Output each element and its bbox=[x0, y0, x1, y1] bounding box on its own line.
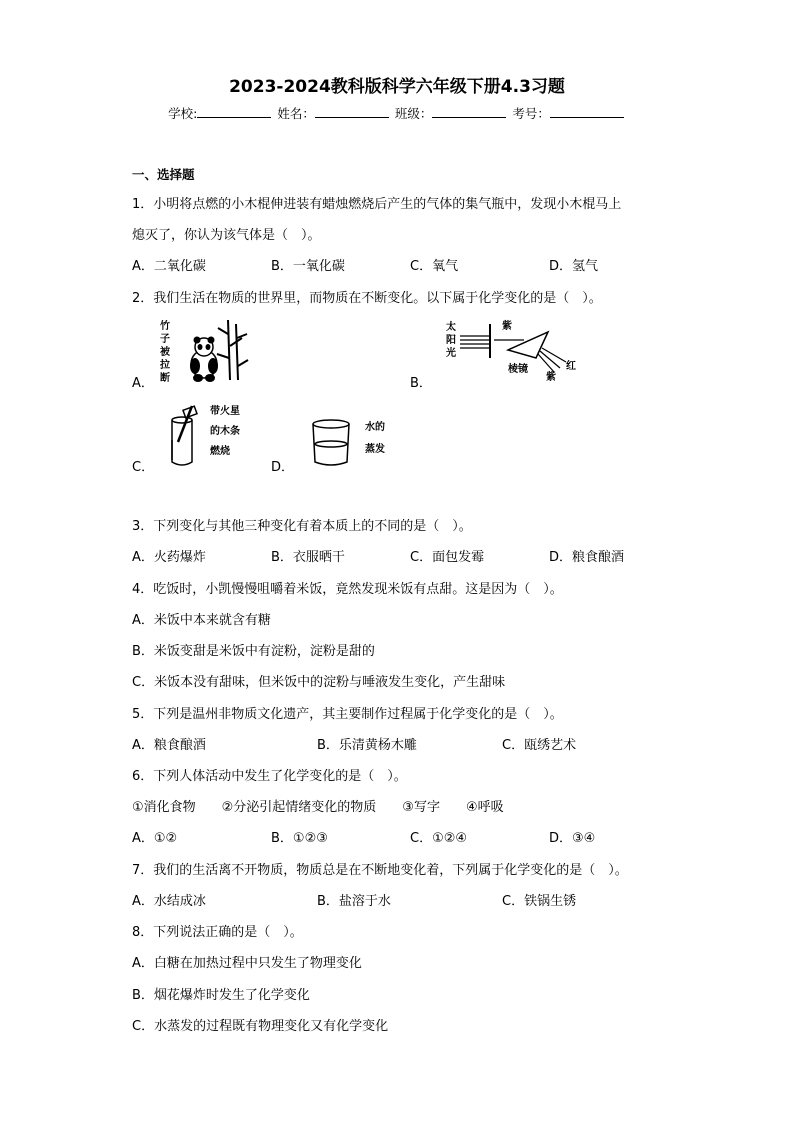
img-a-char3: 被 bbox=[160, 347, 170, 358]
q8-stem: 8．下列说法正确的是（ ）。 bbox=[132, 925, 303, 940]
q7-option-a[interactable]: A．水结成冰 bbox=[132, 894, 206, 909]
img-d-line1: 水的 bbox=[365, 422, 385, 433]
img-b-purple: 紫 bbox=[546, 372, 556, 382]
img-b-red: 红 bbox=[566, 361, 576, 372]
splint-burning-image bbox=[158, 400, 250, 470]
bottle-icon bbox=[172, 417, 192, 465]
q6-option-a[interactable]: A．①② bbox=[132, 831, 178, 846]
school-blank[interactable] bbox=[197, 105, 271, 118]
class-label: 班级： bbox=[394, 106, 433, 121]
bamboo-panda-image bbox=[158, 316, 250, 384]
q3-stem: 3．下列变化与其他三种变化有着本质上的不同的是（ ）。 bbox=[132, 519, 472, 534]
name-blank[interactable] bbox=[315, 105, 389, 118]
img-d-line2: 蒸发 bbox=[365, 444, 385, 455]
prism-dispersion-image bbox=[444, 318, 580, 382]
q2-option-d[interactable]: D． bbox=[271, 460, 295, 475]
q2-option-b[interactable]: B． bbox=[410, 376, 432, 391]
img-a-char2: 子 bbox=[160, 334, 170, 345]
img-a-char1: 竹 bbox=[160, 321, 170, 332]
number-blank[interactable] bbox=[550, 105, 624, 118]
img-b-char3: 光 bbox=[446, 348, 456, 359]
q1-option-d[interactable]: D．氢气 bbox=[549, 259, 599, 274]
q3-option-d[interactable]: D．粮食酿酒 bbox=[549, 550, 625, 565]
bamboo-icon bbox=[217, 320, 248, 380]
prism-icon bbox=[508, 332, 548, 358]
school-label: 学校: bbox=[168, 106, 198, 121]
q5-option-c[interactable]: C．瓯绣艺术 bbox=[502, 738, 577, 753]
img-c-line3: 燃烧 bbox=[210, 446, 230, 457]
q7-option-c[interactable]: C．铁锅生锈 bbox=[502, 894, 577, 909]
splint-icon bbox=[178, 406, 197, 442]
q3-option-b[interactable]: B．衣服晒干 bbox=[271, 550, 345, 565]
q1-option-a[interactable]: A．二氧化碳 bbox=[132, 259, 206, 274]
number-label: 考号： bbox=[512, 106, 550, 121]
student-info bbox=[0, 104, 794, 122]
q8-option-b[interactable]: B．烟花爆炸时发生了化学变化 bbox=[132, 988, 310, 1003]
light-rays-icon bbox=[460, 324, 524, 358]
q5-option-b[interactable]: B．乐清黄杨木雕 bbox=[317, 738, 417, 753]
img-b-prism: 棱镜 bbox=[508, 364, 528, 375]
q2-stem: 2．我们生活在物质的世界里，而物质在不断变化。以下属于化学变化的是（ ）。 bbox=[132, 291, 602, 306]
q5-option-a[interactable]: A．粮食酿酒 bbox=[132, 738, 206, 753]
q8-option-a[interactable]: A．白糖在加热过程中只发生了物理变化 bbox=[132, 956, 362, 971]
beaker-icon bbox=[313, 420, 349, 465]
q6-stem: 6．下列人体活动中发生了化学变化的是（ ）。 bbox=[132, 769, 407, 784]
q6-items: ①消化食物 ②分泌引起情绪变化的物质 ③写字 ④呼吸 bbox=[132, 800, 504, 815]
img-b-char2: 阳 bbox=[446, 335, 456, 346]
q1-option-c[interactable]: C．氧气 bbox=[410, 259, 459, 274]
q6-option-b[interactable]: B．①②③ bbox=[271, 831, 328, 846]
q4-option-c[interactable]: C．米饭本没有甜味，但米饭中的淀粉与唾液发生变化，产生甜味 bbox=[132, 675, 506, 690]
name-label: 姓名： bbox=[277, 106, 315, 121]
q1-stem-line1: 1．小明将点燃的小木棍伸进装有蜡烛燃烧后产生的气体的集气瓶中，发现小木棍马上 bbox=[132, 197, 622, 212]
q1-stem-line2: 熄灭了，你认为该气体是（ ）。 bbox=[132, 228, 321, 243]
img-c-line1: 带火星 bbox=[210, 406, 240, 417]
page-title: 2023-2024教科版科学六年级下册4.3习题 bbox=[229, 77, 565, 97]
img-a-char5: 断 bbox=[160, 373, 170, 384]
q4-option-b[interactable]: B．米饭变甜是米饭中有淀粉，淀粉是甜的 bbox=[132, 644, 375, 659]
q4-stem: 4．吃饭时，小凯慢慢咀嚼着米饭，竟然发现米饭有点甜。这是因为（ ）。 bbox=[132, 582, 563, 597]
class-blank[interactable] bbox=[432, 105, 506, 118]
img-b-violet: 紫 bbox=[502, 321, 512, 332]
q2-option-a[interactable]: A． bbox=[132, 376, 154, 391]
img-b-char1: 太 bbox=[446, 322, 456, 333]
spectrum-icon bbox=[538, 348, 566, 372]
q7-option-b[interactable]: B．盐溶于水 bbox=[317, 894, 391, 909]
q8-option-c[interactable]: C．水蒸发的过程既有物理变化又有化学变化 bbox=[132, 1019, 389, 1034]
q3-option-a[interactable]: A．火药爆炸 bbox=[132, 550, 206, 565]
img-c-line2: 的木条 bbox=[210, 426, 240, 437]
q2-option-c[interactable]: C． bbox=[132, 460, 155, 475]
q5-stem: 5．下列是温州非物质文化遗产，其主要制作过程属于化学变化的是（ ）。 bbox=[132, 707, 563, 722]
q6-option-d[interactable]: D．③④ bbox=[549, 831, 596, 846]
img-a-char4: 拉 bbox=[160, 360, 170, 371]
q6-option-c[interactable]: C．①②④ bbox=[410, 831, 468, 846]
q4-option-a[interactable]: A．米饭中本来就含有糖 bbox=[132, 613, 271, 628]
q7-stem: 7．我们的生活离不开物质，物质总是在不断地变化着，下列属于化学变化的是（ ）。 bbox=[132, 863, 628, 878]
water-evaporation-image bbox=[305, 414, 395, 470]
q3-option-c[interactable]: C．面包发霉 bbox=[410, 550, 485, 565]
section-heading: 一、选择题 bbox=[132, 167, 195, 182]
panda-icon bbox=[190, 337, 218, 383]
q1-option-b[interactable]: B．一氧化碳 bbox=[271, 259, 345, 274]
